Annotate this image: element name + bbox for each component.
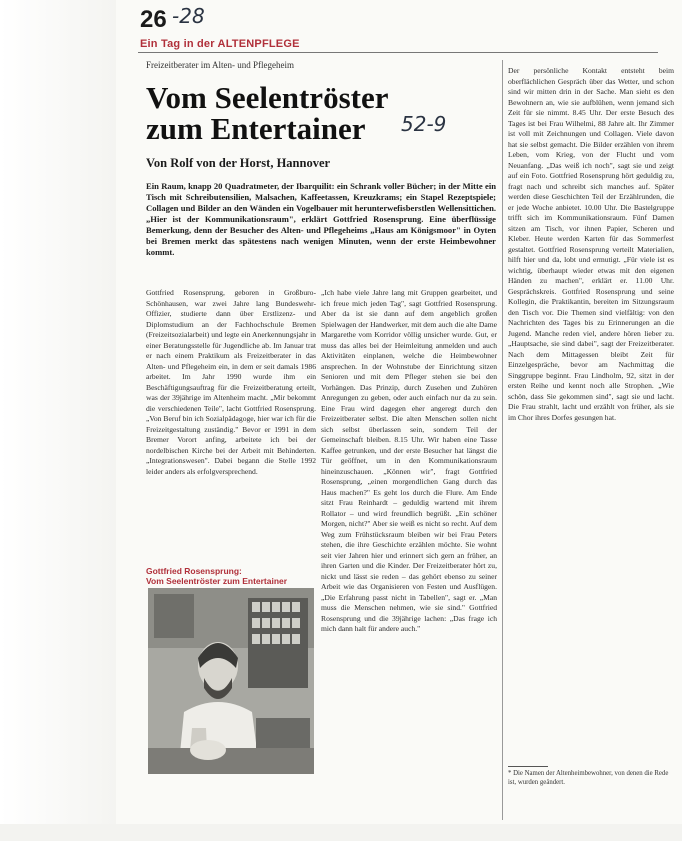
article-subkicker: Freizeitberater im Alten- und Pflegeheim — [146, 60, 294, 70]
photo-illustration — [148, 588, 314, 774]
handwritten-annotation: 52-9 — [401, 112, 447, 136]
article-photo — [148, 588, 314, 774]
handwritten-page-number: -28 — [172, 4, 205, 28]
photo-caption — [146, 566, 316, 586]
column-divider — [502, 60, 503, 820]
scan-edge — [0, 824, 682, 841]
headline-line-2: zum Entertainer — [146, 111, 366, 146]
footnote: * Die Namen der Altenheimbewohner, von denen die Rede ist, wurden geändert. — [508, 770, 669, 786]
section-kicker: Ein Tag in der ALTENPFLEGE — [140, 38, 300, 50]
body-text-1: Gottfried Rosensprung, geboren in Großburo-Schönhausen, war zwei Jahre lang Bundeswehr-Offizier, studierte dann über Erstlizenz- und Diplomstudium an der Fachhochschule Bremen (Freizeitsozialarbeit) und legte ein Anerkennungsjahr in einer Beratungsstelle für Jugendliche ab. Im Januar trat er nach einem Praktikum als Freizeitberater in das Alten- und Pflegeheim ein, in dem er seit damals 1986 arbeitet. Im Jahr 1990 wurde ihm ein Beschäftigungsauftrag für die Freizeitberatung erteilt, was der 39jährige im Altenheim macht. „Mir bekommt die verschiedenen Teile", lacht Gottfried Rosensprung. „Von Beruf bin ich Sozialpädagoge, hier war ich für die Freizeitgestaltung zuständig." Bevor er 1991 in dem Bremer Vorort anfing, arbeitete ich bei der nordelbischen Kirche bei der Arbeit mit Behinderten. „Integrationswesen". Dabei begann die Stelle 1992 leider anders als erfolgversprechend. — [146, 288, 316, 476]
kicker-rule — [138, 52, 658, 53]
footnote-rule — [508, 766, 548, 767]
photo-caption-line-2: Vom Seelentröster zum Entertainer — [146, 576, 288, 586]
headline-line-1: Vom Seelentröster — [146, 80, 389, 115]
body-column-1 — [146, 288, 316, 477]
page-number: 26 — [140, 6, 167, 33]
body-column-2 — [321, 288, 497, 635]
body-text-3: Der persönliche Kontakt entsteht beim oberflächlichen Gespräch über das Wetter, und schon sind wir mitten drin in der Sache. Man sieht es den Bewohnern an, wie sie aufblühen, wenn jemand sich Zeit für sie nimmt. 8.45 Uhr. Der erste Besuch des Tages ist bei Frau Wilhelmi, 88 Jahre alt. Ihr Zimmer ist voll mit Zeichnungen und Collagen. Viele davon hat sie selbst gemacht. Die Bilder erzählen von ihrem Leben, vom Krieg, von der Flucht und vom Neuanfang. „Das weiß ich noch", sagt sie und zeigt auf ein Foto. Gottfried Rosensprung hört geduldig zu, fragt nach und schreibt sich manches auf. Später werden diese Geschichten Teil der Erzählrunden, die er jede Woche anbietet. 10.00 Uhr. Die Bastelgruppe trifft sich im Kommunikationsraum. Fünf Damen sitzen am Tisch, vor ihnen Papier, Scheren und Kleber. Heute werden Karten für das Sommerfest gestaltet. Gottfried Rosensprung verteilt Materialien, hilft hier und da, lobt und ermutigt. „Für viele ist es wichtig, überhaupt wieder etwas mit den eigenen Händen zu machen", erklärt er. 11.00 Uhr. Gesprächskreis. Gottfried Rosensprung und seine Kollegin, die Praktikantin, bereiten im Sitzungsraum den Tisch vor. Die Themen sind vielfältig: von den Nachrichten des Tages bis zu Erinnerungen an die Jugend. Manche reden viel, andere hören lieber zu. „Hauptsache, sie sind dabei", sagt der Freizeitberater. Nach dem Mittagessen bleibt Zeit für Einzelgespräche, bevor am Nachmittag die Singgruppe beginnt. Frau Lindholm, 92, sitzt in der ersten Reihe und kennt noch alle Strophen. „Wie schön, dass Sie gekommen sind", sagt sie und lacht. Die Frau strahlt, lacht und erzählt von früher, als sie im Chor ihres Dorfes gesungen hat. — [508, 66, 674, 422]
body-column-3 — [508, 66, 674, 423]
body-text-2: „Ich habe viele Jahre lang mit Gruppen gearbeitet, und ich freue mich jeden Tag", sagt Gottfried Rosensprung. Aber da ist sie dann auf dem angeblich großen Spielwagen der Handwerker, mit dem auch die alte Dame Margarethe vom Korridor völlig unsicher wurde. Gut, er muss das alles bei der Heimleitung anmelden und auch Aktivitäten einplanen, welche die Heimbewohner ansprechen. In der Wohnstube der Einrichtung sitzen Senioren und mit dem Pfleger stehen sie bei den Vorhängen. Das Prinzip, durch Zusehen und Zuhören Anregungen zu geben, oder auch einfach nur da zu sein. Eine Frau wird dagegen eher angeregt durch den Freizeitberater selbst. Die alten Menschen sollen nicht sich selbst überlassen sein, sondern Teil der Gemeinschaft bleiben. 8.15 Uhr. Wir haben eine Tasse Kaffee getrunken, und der erste Besucher hat längst die Tür geöffnet, um in den Kommunikationsraum hineinzuschauen. „Können wir", fragt Gottfried Rosensprung, „einen morgendlichen Gang durch das Haus machen?" Es geht los durch die Flure. Am Ende sitzt Frau Reinhardt – geduldig wartend mit ihrem Rollator – und wird freundlich begrüßt. „Ein schöner Morgen, nicht?" Aber sie weiß es nicht so recht. Auf dem Weg zum Frühstücksraum bleiben wir bei Frau Peters stehen, die ihre Geschichte erzählen möchte. Sie wohnt seit vier Jahren hier und erinnert sich gern an früher, an ihren Garten und die Kinder. Der Freizeitberater hört zu, nickt und lässt sie reden – das gehört ebenso zu seiner Arbeit wie das Organisieren von Festen und Ausflügen. „Die Erfahrung passt nicht in Tabellen", sagt er. „Man muss die Menschen nehmen, wie sie sind." Gottfried Rosensprung und die 39jährige lachen: „Das frage ich mich dann halt für andere auch." — [321, 288, 497, 633]
article-byline: Von Rolf von der Horst, Hannover — [146, 156, 331, 170]
page-margin — [0, 0, 116, 841]
article-header — [146, 60, 496, 258]
magazine-page — [116, 0, 676, 841]
photo-caption-line-1: Gottfried Rosensprung: — [146, 566, 242, 576]
article-lead: Ein Raum, knapp 20 Quadratmeter, der Ibarquilit: ein Schrank voller Bücher; in der Mitte ein Tisch mit Schreibutensilien, Malsachen, Kaffeetassen, Kreuzkrams; ein Stapel Rezeptspiele; Collagen und Bilder an den Wänden ein Vogelbauer mit herunterwefisberstlen Wellensittichen. „Hier ist der Kommunikationsraum", erklärt Gottfried Rosensprung. Eine überflüssige Bemerkung, denn der Besucher des Alten- und Pflegeheims „Haus am Königsmoor" in Oyten bei Bremen merkt das spätestens nach wenigen Minuten, wenn der erste Heimbewohner kommt. — [146, 181, 496, 257]
